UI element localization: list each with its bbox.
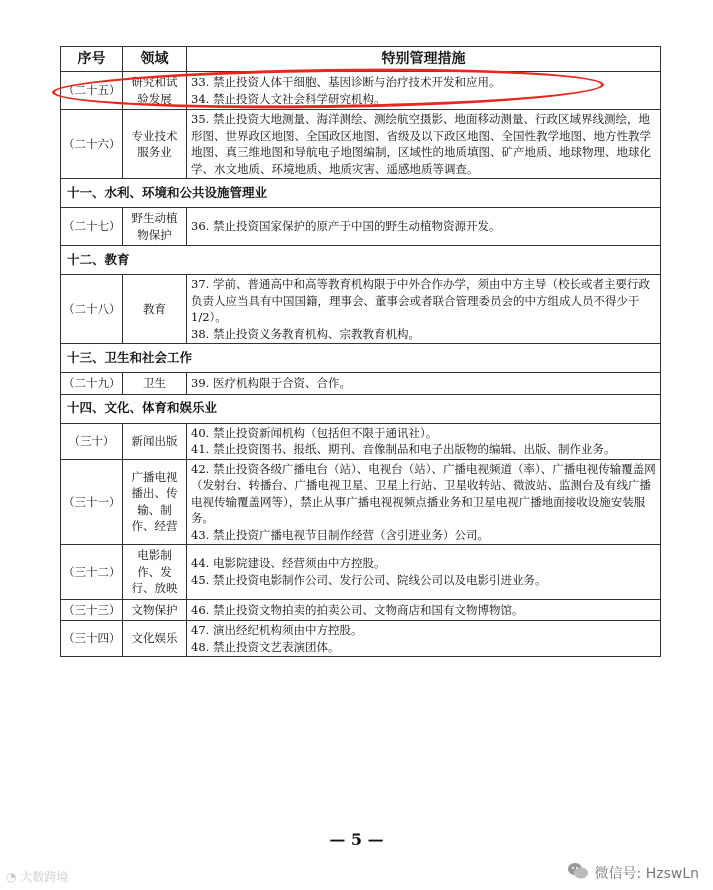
logo-icon: ◔ [6,870,17,884]
measure-item: 40. 禁止投资新闻机构（包括但不限于通讯社）。 [191,425,438,440]
row-measures [187,208,661,246]
row-measures [187,275,661,344]
row-measures [187,545,661,600]
row-number: （三十二） [61,545,123,600]
measure-item: 48. 禁止投资文艺表演团体。 [191,639,340,654]
table-row [61,423,661,459]
section-title: 十三、卫生和社会工作 [61,344,661,373]
measure-item: 47. 演出经纪机构须由中方控股。 [191,623,363,637]
table-row [61,373,661,395]
row-domain: 新闻出版 [123,423,187,459]
table-row [61,110,661,179]
measure-item: 38. 禁止投资义务教育机构、宗教教育机构。 [191,326,420,341]
row-number: （二十七） [61,208,123,246]
row-number: （二十八） [61,275,123,344]
measure-item: 42. 禁止投资各级广播电台（站）、电视台（站）、广播电视频道（率）、广播电视传输覆盖网（发射台、转播台、广播电视卫星、卫星上行站、卫星收转站、微波站、监测台及有线广播电视传输覆盖网等），禁止从事广播电视视频点播业务和卫星电视广播地面接收设施安装服务。 [191,461,656,525]
measure-item: 37. 学前、普通高中和高等教育机构限于中外合作办学，须由中方主导（校长或者主要行政负责人应当具有中国国籍，理事会、董事会或者联合管理委员会的中方组成人员不得少于 1/2）。 [191,277,650,324]
table-row [61,208,661,246]
watermark-right [567,862,699,884]
section-title: 十一、水利、环境和公共设施管理业 [61,179,661,208]
row-domain: 野生动植物保护 [123,208,187,246]
watermark-right-text: 微信号: HzswLn [594,866,699,882]
row-measures [187,621,661,657]
table-body [61,72,661,657]
table-row [61,72,661,110]
row-domain: 专业技术服务业 [123,110,187,179]
measure-item: 39. 医疗机构限于合资、合作。 [191,376,351,390]
row-domain: 教育 [123,275,187,344]
measure-item: 45. 禁止投资电影制作公司、发行公司、院线公司以及电影引进业务。 [191,572,547,587]
measure-item: 43. 禁止投资广播电视节目制作经营（含引进业务）公司。 [191,527,489,542]
table-row [61,275,661,344]
wechat-icon [567,862,589,884]
row-measures [187,459,661,545]
measures-table [60,46,661,657]
section-title: 十二、教育 [61,246,661,275]
row-domain: 卫生 [123,373,187,395]
header-measures: 特别管理措施 [187,47,661,72]
row-number: （二十六） [61,110,123,179]
row-number: （三十三） [61,599,123,621]
row-domain: 研究和试验发展 [123,72,187,110]
row-number: （二十九） [61,373,123,395]
measure-item: 35. 禁止投资大地测量、海洋测绘、测绘航空摄影、地面移动测量、行政区域界线测绘，地形图、世界政区地图、全国政区地图、省级及以下政区地图、全国性教学地图、地方性教学地图、真三维地图和导航电子地图编制，区域性的地质填图、矿产地质、地球物理、地球化学、水文地质、环境地质、地质灾害、遥感地质等调查。 [191,112,651,176]
header-number: 序号 [61,47,123,72]
row-measures [187,72,661,110]
section-row [61,344,661,373]
measure-item: 46. 禁止投资文物拍卖的拍卖公司、文物商店和国有文物博物馆。 [191,602,524,617]
page-number: — 5 — [329,830,384,849]
row-number: （三十四） [61,621,123,657]
measure-item: 41. 禁止投资图书、报纸、期刊、音像制品和电子出版物的编辑、出版、制作业务。 [191,442,616,456]
table-row [61,459,661,545]
measure-item: 34. 禁止投资人文社会科学研究机构。 [191,91,386,106]
watermark-left [6,868,68,885]
table-row [61,599,661,621]
measure-item: 33. 禁止投资人体干细胞、基因诊断与治疗技术开发和应用。 [191,75,501,89]
table-header-row [61,47,661,72]
section-row [61,246,661,275]
row-measures [187,599,661,621]
row-number: （三十一） [61,459,123,545]
watermark-left-text: 大数跨境 [20,870,69,884]
row-number: （二十五） [61,72,123,110]
measure-item: 44. 电影院建设、经营须由中方控股。 [191,556,386,571]
row-domain: 文物保护 [123,599,187,621]
row-measures [187,423,661,459]
header-domain: 领域 [123,47,187,72]
section-row [61,179,661,208]
section-row [61,394,661,423]
table-row [61,545,661,600]
table-row [61,621,661,657]
row-measures [187,373,661,395]
row-number: （三十） [61,423,123,459]
row-measures [187,110,661,179]
row-domain: 广播电视播出、传输、制作、经营 [123,459,187,545]
row-domain: 文化娱乐 [123,621,187,657]
section-title: 十四、文化、体育和娱乐业 [61,394,661,423]
measure-item: 36. 禁止投资国家保护的原产于中国的野生动植物资源开发。 [191,219,501,234]
row-domain: 电影制作、发行、放映 [123,545,187,600]
